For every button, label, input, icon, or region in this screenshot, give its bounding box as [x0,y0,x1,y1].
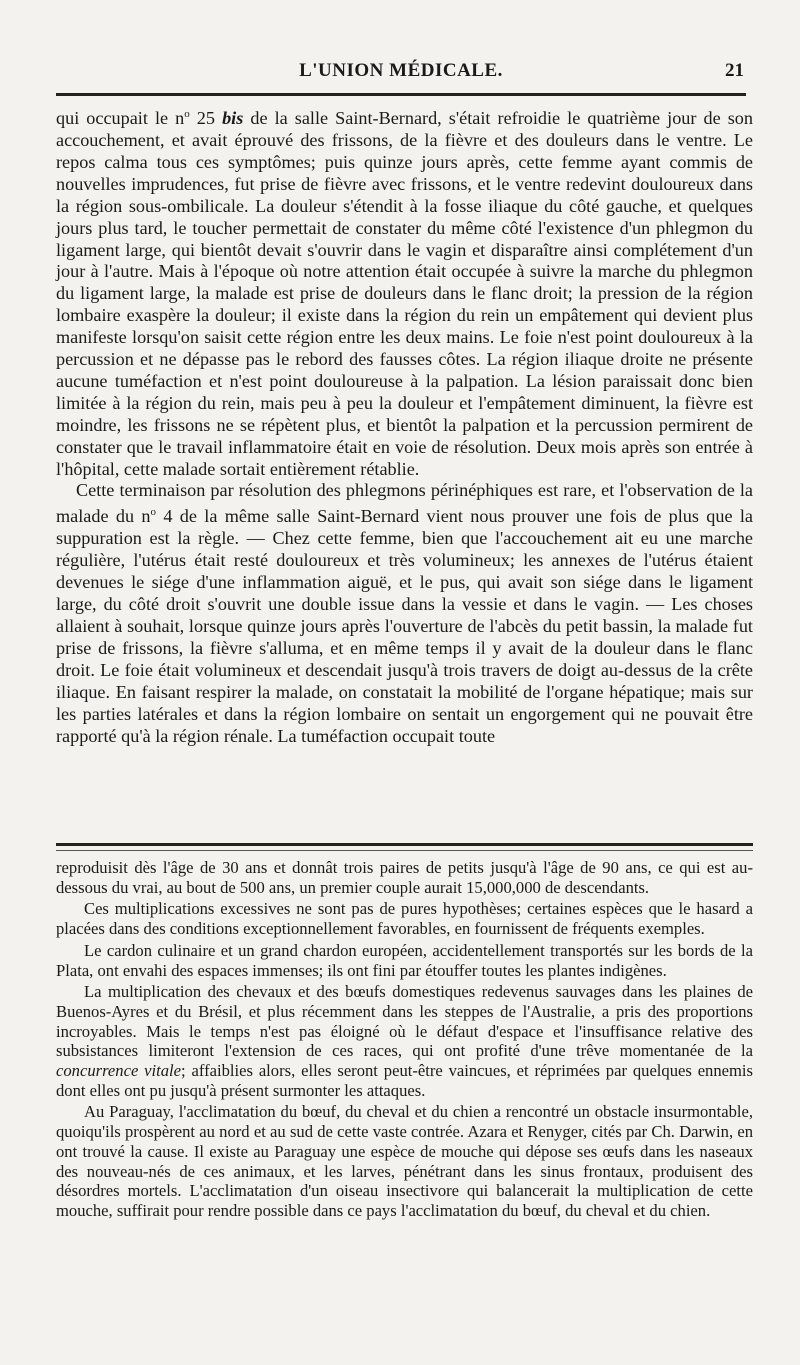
p2-superscript: o [150,506,156,519]
paragraph-2 [56,480,753,747]
p1-superscript: o [184,108,190,120]
note-5: Au Paraguay, l'acclimatation du bœuf, du cheval et du chien a rencontré un obstacle insurmontable, quoiqu'ils prospèrent au nord et au sud de cette vaste contrée. Azara et Renyger, cités par Ch. Darwin, en ont trouvé la cause. Il existe au Paraguay une espèce de mouche qui dépose ses œufs dans les naseaux des nouveau-nés de ces animaux, et les larves, pénétrant dans les sinus frontaux, produisent des désordres mortels. L'acclimatation d'un oiseau insectivore qui balancerait la multiplication de cette mouche, suffirait pour rendre possible dans ce pays l'acclimatation du bœuf, du cheval et du chien. [56,1102,753,1220]
note-3: Le cardon culinaire et un grand chardon européen, accidentellement transportés sur les bords de la Plata, ont envahi des espaces immenses; ils ont fini par étouffer toutes les plantes indigènes. [56,940,753,980]
note-4 [56,982,753,1100]
note-2: Ces multiplications excessives ne sont pas de pures hypothèses; certaines espèces que le hasard a placées dans des conditions exceptionnellement favorables, en fournissent de fréquents exemples. [56,899,753,939]
p1-text-a: qui occupait le n [56,108,185,129]
p1-bis: bis [222,108,244,129]
header-rule [56,93,746,96]
p2-text-a: Cette terminaison par résolution des phlegmons périnéphiques est rare, et l'observation de la malade du n [56,480,753,527]
footnotes [56,858,753,1223]
note-4-text-a: La multiplication des chevaux et des bœufs domestiques redevenus sauvages dans les plaines de Buenos-Ayres et du Brésil, et plus récemment dans les steppes de l'Australie, a pris des proportions incroyables. Mais le temps n'est pas éloigné où le défaut d'espace et l'insuffisance relative des subsistances limiteront l'extension de ces races, qui ont profité d'une trêve momentanée de la [56,982,753,1061]
note-4-text-b: ; affaiblies alors, elles seront peut-être vaincues, et réprimées par quelques ennemis dont elles ont pu jusqu'à présent surmonter les attaques. [56,1061,753,1100]
notes-rule [56,843,753,851]
main-text [56,104,753,747]
running-header [56,60,746,86]
p1-text-b: 25 [189,108,223,129]
p2-text-b: 4 de la même salle Saint-Bernard vient nous prouver une fois de plus que la suppuration est la règle. — Chez cette femme, bien que l'accouchement ait eu une marche régulière, l'utérus était resté douloureux et très volumineux; les annexes de l'utérus étaient devenues le siége d'une inflammation aiguë, et le pus, qui avait son siége dans le ligament large, du côté droit s'ouvrit une double issue dans la vessie et dans le vagin. — Les choses allaient à souhait, lorsque quinze jours après l'ouverture de l'abcès du petit bassin, la malade fut prise de frissons, la fièvre s'alluma, et en même temps il y avait de la douleur dans le flanc droit. Le foie était volumineux et descendait jusqu'à trois travers de doigt au-dessus de la crête iliaque. En faisant respirer la malade, on constatait la mobilité de l'organe hépatique; mais sur les parties latérales et dans la région lombaire on sentait un engorgement qui ne pouvait être rapporté qu'à la région rénale. La tuméfaction occupait toute [56,506,753,746]
running-title: L'UNION MÉDICALE. [299,60,503,81]
note-1: reproduisit dès l'âge de 30 ans et donnât trois paires de petits jusqu'à l'âge de 90 ans, ce qui est au-dessous du vrai, au bout de 500 ans, un premier couple aurait 15,000,000 de descendants. [56,858,753,897]
note-4-emphasis: concurrence vitale [56,1061,182,1081]
paragraph-1 [56,104,753,480]
p1-text-c: de la salle Saint-Bernard, s'était refroidie le quatrième jour de son accouchement, et avait éprouvé des frissons, de la fièvre et des douleurs dans le ventre. Le repos calma tous ces symptômes; puis quinze jours après, cette femme ayant commis de nouvelles imprudences, fut prise de fièvre avec frissons, et le ventre redevint douloureux dans la région sous-ombilicale. La douleur s'étendit à la fosse iliaque du côté gauche, et quelques jours plus tard, le toucher permettait de constater du même côté l'existence d'un phlegmon du ligament large, qui bientôt devait s'ouvrir dans le vagin et disparaître ainsi complétement d'un jour à l'autre. Mais à l'époque où notre attention était occupée à suivre la marche du phlegmon du ligament large, la malade est prise de douleurs dans le flanc droit; la pression de la région lombaire exaspère la douleur; il existe dans la région du rein un empâtement qui devient plus manifeste lorsqu'on saisit cette région entre les deux mains. Le foie n'est point douloureux à la percussion et ne dépasse pas le rebord des fausses côtes. La région iliaque droite ne présente aucune tuméfaction et n'est point douloureuse à la palpation. La lésion paraissait donc bien limitée à la région du rein, mais peu à peu la douleur et l'empâtement diminuent, la fièvre est moindre, les frissons ne se répètent plus, et bientôt la palpation et la percussion permirent de constater que le travail inflammatoire était en voie de résolution. Deux mois après son entrée à l'hôpital, cette malade sortait entièrement rétablie. [56,108,753,479]
page-number: 21 [725,60,744,81]
